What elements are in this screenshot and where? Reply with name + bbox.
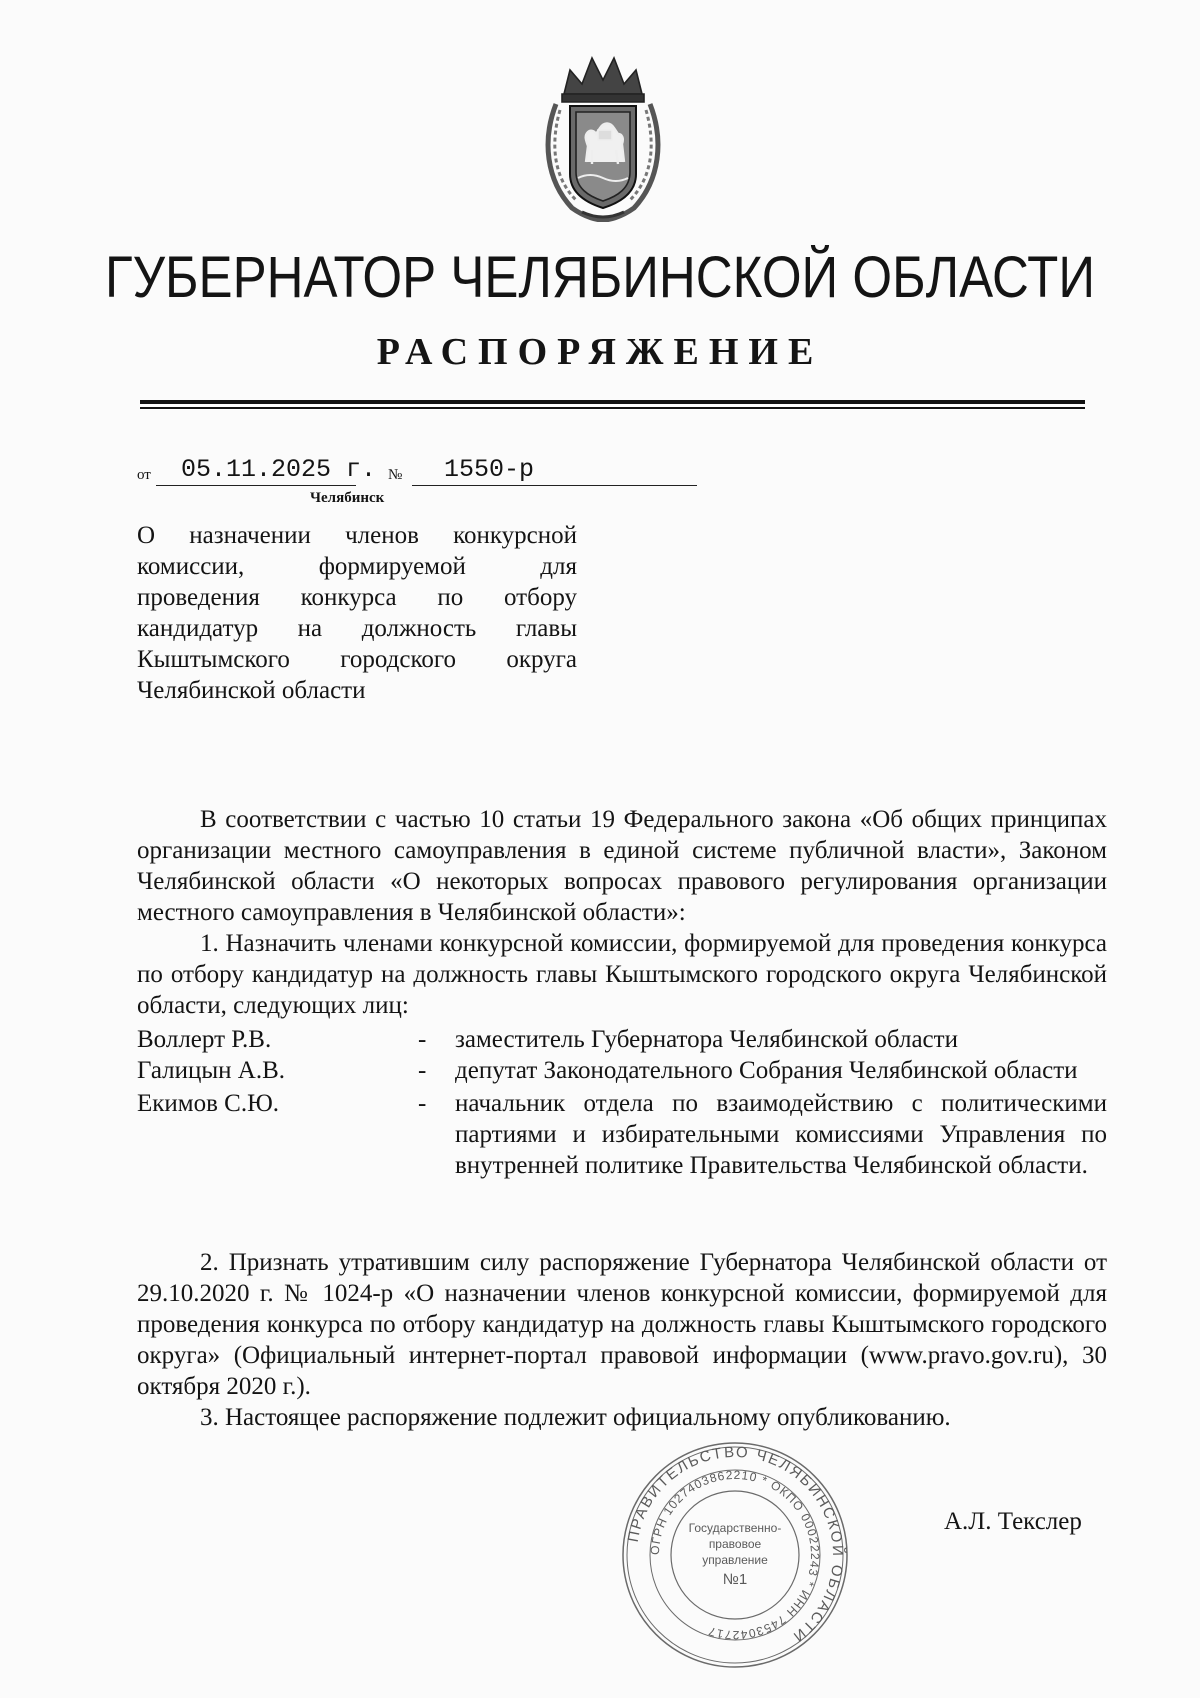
seal-center-line: №1 (722, 1571, 748, 1588)
item-3-paragraph: 3. Настоящее распоряжение подлежит официальному опубликованию. (200, 1404, 951, 1431)
subject-line: проведения конкурса по отбору (137, 584, 577, 611)
commission-members-list (137, 1024, 1107, 1181)
member-dash: - (418, 1026, 427, 1053)
member-name: Воллерт Р.В. (137, 1026, 272, 1053)
document-type: РАСПОРЯЖЕНИЕ (376, 331, 824, 373)
preamble-paragraph: В соответствии с частью 10 статьи 19 Федерального закона «Об общих принципах организации местного самоуправления в единой системе публичной власти», Законом Челябинской области «О некоторых вопросах правового регулирования организации местного самоуправления в Челябинской области»: (137, 806, 1107, 926)
seal-center-line: правовое (708, 1537, 762, 1551)
body-part-2 (137, 1247, 1107, 1433)
document-number: 1550-р (444, 455, 535, 484)
subject-line: Кыштымского городского округа (137, 646, 577, 673)
seal-center-line: Государственно- (688, 1521, 782, 1535)
header-divider-thin (140, 407, 1085, 409)
member-row (137, 1024, 1107, 1055)
issuing-authority: ГУБЕРНАТОР ЧЕЛЯБИНСКОЙ ОБЛАСТИ (104, 245, 1096, 310)
member-name: Екимов С.Ю. (137, 1090, 280, 1117)
subject-line: комиссии, формируемой для (137, 553, 577, 580)
number-underline (412, 485, 697, 486)
seal-center-line: управление (702, 1553, 768, 1567)
document-date: 05.11.2025 г. (181, 455, 377, 484)
member-name: Галицын А.В. (137, 1057, 286, 1084)
member-role: начальник отдела по взаимодействию с политическими партиями и избирательными комиссиями Управления по внутренней политике Правительства Челябинской области. (455, 1090, 1107, 1179)
member-dash: - (418, 1090, 427, 1117)
member-dash: - (418, 1057, 427, 1084)
signatory-name: А.Л. Текслер (944, 1508, 1082, 1535)
official-seal-stamp (620, 1440, 850, 1670)
member-row (137, 1055, 1107, 1086)
item-1-paragraph: 1. Назначить членами конкурсной комиссии, формируемой для проведения конкурса по отбору кандидатур на должность главы Кыштымского городского округа Челябинской области, следующих лиц: (137, 930, 1107, 1019)
item-2-paragraph: 2. Признать утратившим силу распоряжение Губернатора Челябинской области от 29.10.2020 г. № 1024-р «О назначении членов конкурсной комиссии, формируемой для проведения конкурса по отбору кандидатур на должность главы Кыштымского городского округа» (Официальный интернет-портал правовой информации (www.pravo.gov.ru), 30 октября 2020 г.). (137, 1249, 1107, 1400)
issue-city: Челябинск (310, 490, 385, 506)
date-underline (156, 485, 356, 486)
date-prefix: от (137, 467, 151, 483)
subject-line: О назначении членов конкурсной (137, 522, 577, 549)
seal-inner-text: ОГРН 1027403862210 * ОКПО 00022243 * ИНН 7453042717 (647, 1467, 823, 1643)
member-role: депутат Законодательного Собрания Челябинской области (455, 1057, 1078, 1084)
header-divider-thick (140, 400, 1085, 404)
member-role: заместитель Губернатора Челябинской области (455, 1026, 958, 1053)
body-part-1 (137, 804, 1107, 1021)
subject-line: кандидатур на должность главы (137, 615, 577, 642)
subject-line: Челябинской области (137, 677, 366, 704)
seal-outer-text: ПРАВИТЕЛЬСТВО ЧЕЛЯБИНСКОЙ ОБЛАСТИ (624, 1443, 847, 1646)
member-row (137, 1088, 1107, 1181)
coat-of-arms-emblem (542, 50, 664, 222)
document-subject (137, 520, 577, 706)
number-prefix: № (388, 467, 403, 483)
